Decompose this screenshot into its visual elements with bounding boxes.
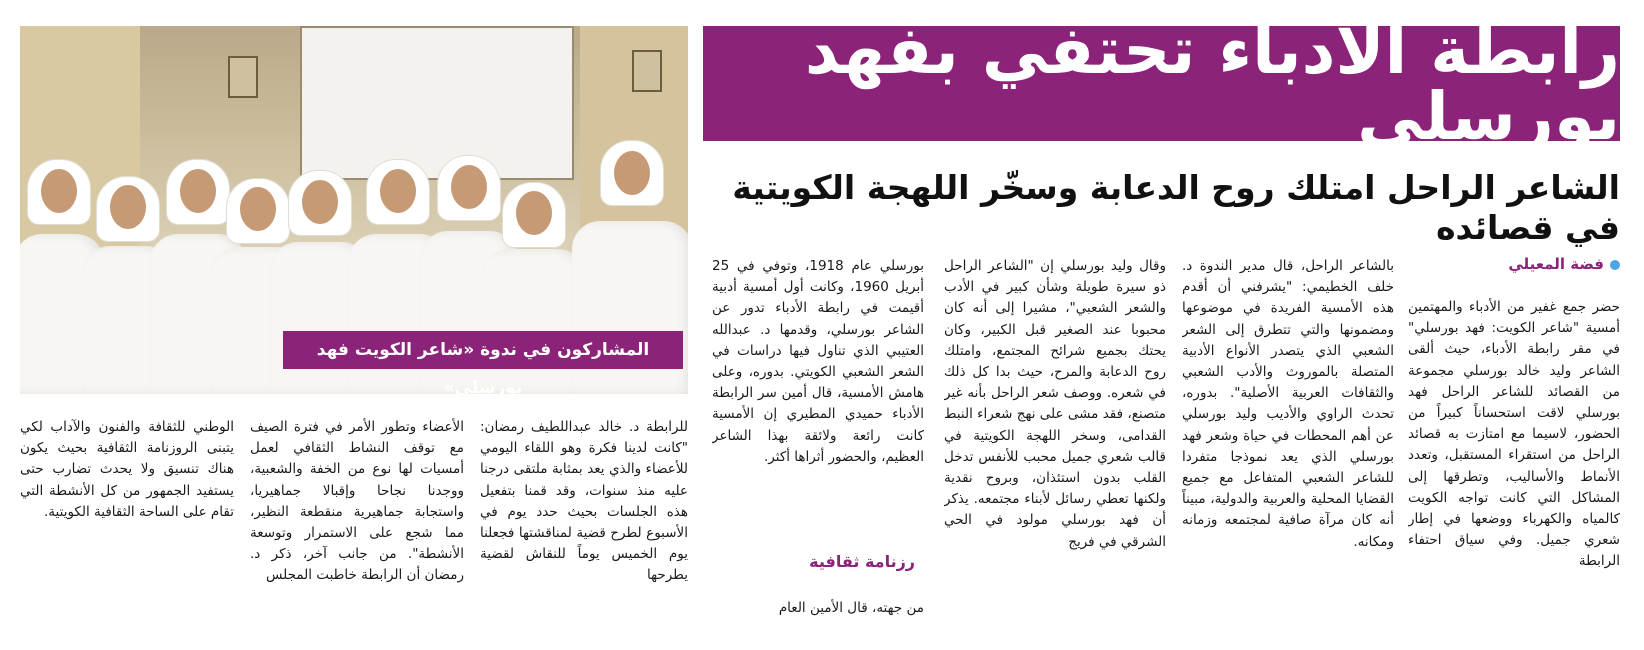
author-name: فضة المعيلي — [1508, 255, 1604, 273]
bullet-dot-icon — [1610, 260, 1620, 270]
subheadline: الشاعر الراحل امتلك روح الدعابة وسخّر اللهجة الكويتية في قصائده — [732, 168, 1620, 247]
article-column — [1182, 256, 1394, 636]
article-column — [1408, 297, 1620, 633]
headline: رابطة الأدباء تحتفي بفهد بورسلي — [804, 11, 1620, 155]
column-text: الوطني للثقافة والفنون والآداب لكي يتبنى الروزنامة الثقافية بحيث يكون هناك تنسيق ولا يحدث تضارب حتى يستفيد الجمهور من كل الأنشطة التي تقام على الساحة الثقافية الكويتية. — [20, 419, 234, 520]
column-text: الأعضاء وتطور الأمر في فترة الصيف مع توقف النشاط الثقافي لعمل أمسيات لها نوع من الخفة والشعبية، ووجدنا نجاحا وإقبالا جماهيريا، واستجابة جماهيرية منقطعة النظير، مما شجع على الاستمرار وتوسعة الأنشطة". من جانب آخر، ذكر د. رمضان أن الرابطة خاطبت المجلس — [250, 419, 464, 584]
article-column — [712, 598, 924, 624]
article-column — [250, 417, 464, 635]
column-text: بورسلي عام 1918، وتوفي في 25 أبريل 1960، وكانت أول أمسية أدبية أقيمت في رابطة الأدباء تدور عن الشاعر بورسلي، وقدمها د. عبدالله العتيبي الذي تناول فيها دراسات في الشعر الشعبي الكويتي. بدوره، وعلى هامش الأمسية، قال أمين سر الرابطة الأدباء حميدي المطيري إن الأمسية كانت رائعة ولائقة بهذا الشاعر العظيم، والحضور أثراها أكثر. — [712, 258, 924, 465]
byline — [1470, 255, 1620, 273]
photo-caption: المشاركون في ندوة «شاعر الكويت فهد بورسلي» — [283, 331, 683, 369]
column-text: للرابطة د. خالد عبداللطيف رمضان: "كانت لدينا فكرة وهو اللقاء اليومي للأعضاء والذي يعد بمثابة ملتقى درجنا عليه منذ سنوات، وقد قمنا بتفعيل هذه الجلسات بحيث حدد يوم في الأسبوع لطرح قضية لمناقشتها فجعلنا يوم الخميس يوماً للنقاش لقضية يطرحها — [480, 419, 688, 584]
column-text: حضر جمع غفير من الأدباء والمهتمين أمسية "شاعر الكويت: فهد بورسلي" في مقر رابطة الأدباء، حيث ألقى الشاعر وليد خالد بورسلي مجموعة من القصائد للشاعر الراحل فهد بورسلي لاقت استحساناً كبيراً من الحضور، لاسيما مع امتازت به قصائد الراحل من استقراء المستقبل، وتعدد الأنماط والأساليب، وتطرقها إلى المشاكل التي كانت تواجه الكويت كالمياه والكهرباء ووضعها في إطار شعري جميل. وفي سياق احتفاء الرابطة — [1408, 299, 1620, 570]
column-text: وقال وليد بورسلي إن "الشاعر الراحل ذو سيرة طويلة وشأن كبير في الأدب والشعر الشعبي"، مشيرا إلى أنه كان محبوبا عند الصغير قبل الكبير، وكان يحتك بجميع شرائح المجتمع، وامتلك روح الدعابة والمرح، حيث بدا كل ذلك في شعره. ووصف شعر الراحل بأنه غير متصنع، فقد مشى على نهج شعراء النبط القدامى، وسخر اللهجة الكويتية في قالب شعري جميل محبب للأنفس تدخل القلب بدون استئذان، وبروح نقدية ولكنها تعطي رسائل لأبناء مجتمعه. يذكر أن فهد بورسلي مولود في الحي الشرقي في فريج — [944, 258, 1166, 550]
section-heading: رزنامة ثقافية — [809, 552, 915, 571]
wall-portrait — [632, 50, 662, 92]
headline-banner — [703, 11, 1620, 155]
article-column — [20, 417, 234, 635]
wall-portrait — [228, 56, 258, 98]
article-column — [712, 256, 924, 536]
article-column — [480, 417, 688, 635]
article-column — [944, 256, 1166, 636]
column-text: من جهته، قال الأمين العام — [778, 600, 924, 616]
column-text: بالشاعر الراحل، قال مدير الندوة د. خلف الخطيمي: "يشرفني أن أقدم هذه الأمسية الفريدة في موضوعها ومضمونها والتي تتطرق إلى الشعر الشعبي الذي يتصدر الأنواع الأدبية المتصلة بالموروث والأدب الشعبي والثقافات العربية الأصلية". بدوره، تحدث الراوي والأديب وليد بورسلي عن أهم المحطات في حياة وشعر فهد بورسلي الذي يعد نموذجا متفردا للشاعر الشعبي المتفاعل مع جميع القضايا المحلية والعربية والدولية، مبيناً أنه كان مرآة صافية لمجتمعه وزمانه ومكانه. — [1182, 258, 1394, 550]
